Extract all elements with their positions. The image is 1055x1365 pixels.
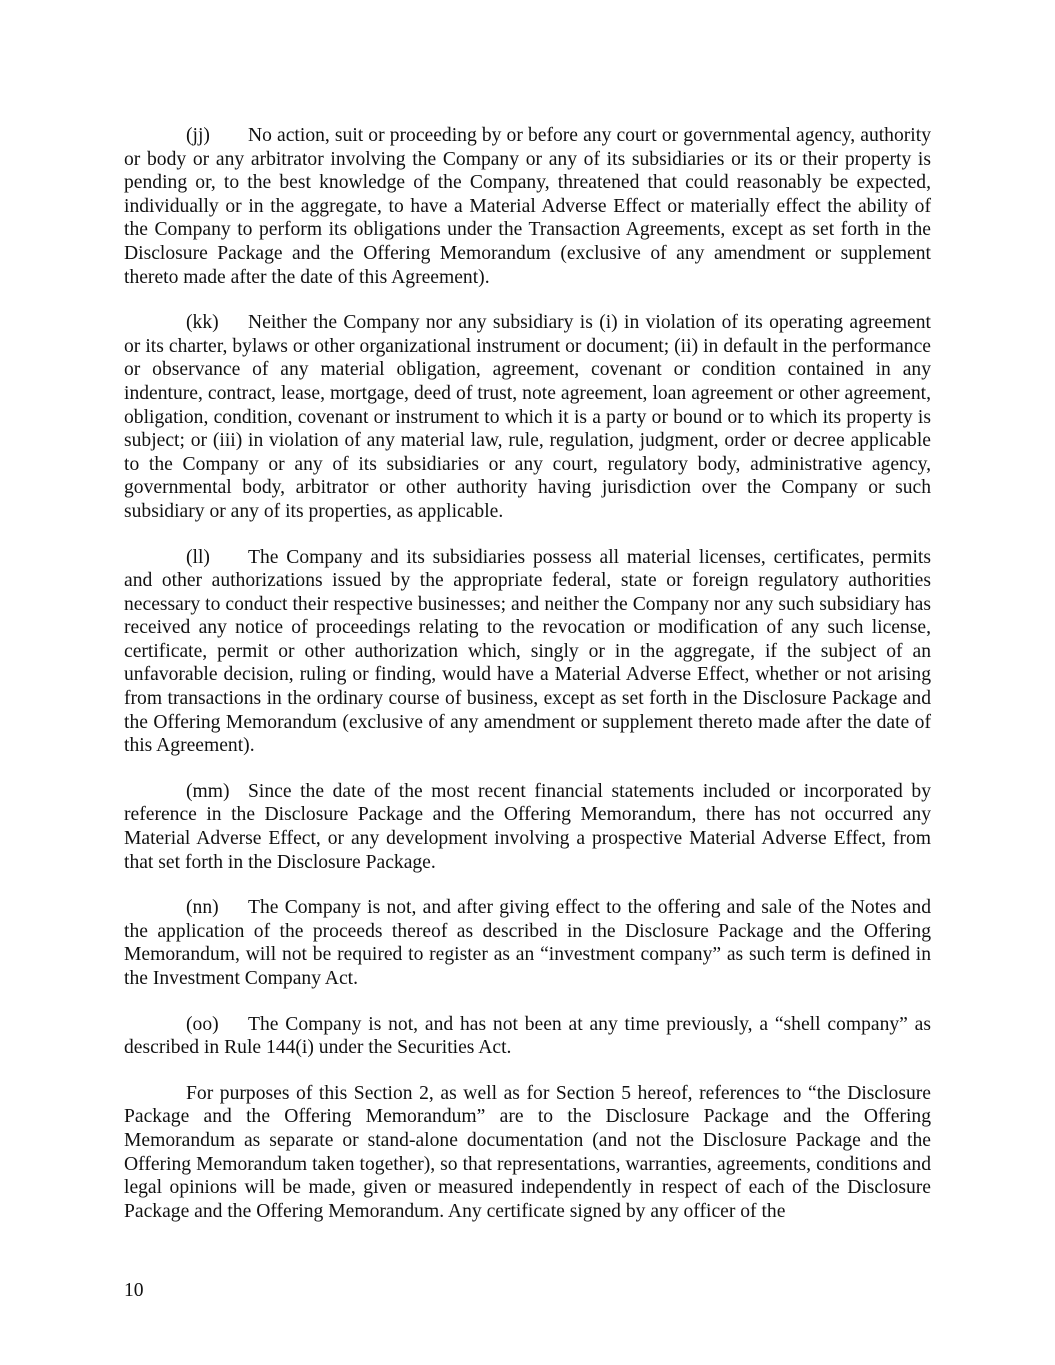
paragraph-kk — [124, 311, 931, 523]
paragraph-text: The Company and its subsidiaries possess all material licenses, certificates, permits and other authorizations issued by the appropriate federal, state or foreign regulatory authorities necessary to conduct their respective businesses; and neither the Company nor any such subsidiary has received any notice of proceedings relating to the revocation or modification of any such license, certificate, permit or other authorization which, singly or in the aggregate, if the subject of an unfavorable decision, ruling or finding, would have a Material Adverse Effect, whether or not arising from transactions in the ordinary course of business, except as set forth in the Disclosure Package and the Offering Memorandum (exclusive of any amendment or supplement thereto made after the date of this Agreement). — [124, 546, 931, 757]
document-body — [124, 124, 931, 1223]
paragraph-jj — [124, 124, 931, 289]
paragraph-text: The Company is not, and has not been at any time previously, a “shell company” as described in Rule 144(i) under the Securities Act. — [124, 1013, 931, 1059]
paragraph-oo — [124, 1013, 931, 1060]
paragraph-section-2-purposes — [124, 1082, 931, 1224]
paragraph-text: For purposes of this Section 2, as well as for Section 5 hereof, references to “the Disclosure Package and the Offering Memorandum” are to the Disclosure Package and the Offering Memorandum as separate or stand-alone documentation (and not the Disclosure Package and the Offering Memorandum taken together), so that representations, warranties, agreements, conditions and legal opinions will be made, given or measured independently in respect of each of the Disclosure Package and the Offering Memorandum. Any certificate signed by any officer of the — [124, 1082, 931, 1222]
paragraph-text: The Company is not, and after giving effect to the offering and sale of the Notes and the application of the proceeds thereof as described in the Disclosure Package and the Offering Memorandum, will not be required to register as an “investment company” as such term is defined in the Investment Company Act. — [124, 897, 931, 989]
paragraph-ll — [124, 546, 931, 758]
paragraph-text: Neither the Company nor any subsidiary is (i) in violation of its operating agreement or its charter, bylaws or other organizational instrument or document; (ii) in default in the performance or observance of any material obligation, agreement, covenant or condition contained in any indenture, contract, lease, mortgage, deed of trust, note agreement, loan agreement or other agreement, obligation, condition, covenant or instrument to which it is a party or bound or to which its property is subject; or (iii) in violation of any material law, rule, regulation, judgment, order or decree applicable to the Company or any of its subsidiaries or any court, regulatory body, administrative agency, governmental body, arbitrator or other authority having jurisdiction over the Company or such subsidiary or any of its properties, as applicable. — [124, 312, 931, 522]
paragraph-nn — [124, 896, 931, 990]
paragraph-label: (nn) — [186, 897, 219, 919]
paragraph-text: No action, suit or proceeding by or before any court or governmental agency, authority or body or any arbitrator involving the Company or any of its subsidiaries or its or their property is pending or, to the best knowledge of the Company, threatened that could reasonably be expected, individually or in the aggregate, to have a Material Adverse Effect or materially effect the ability of the Company to perform its obligations under the Transaction Agreements, except as set forth in the Disclosure Package and the Offering Memorandum (exclusive of any amendment or supplement thereto made after the date of this Agreement). — [124, 125, 931, 288]
paragraph-label: (ll) — [186, 546, 210, 568]
page-number: 10 — [124, 1280, 144, 1301]
paragraph-mm — [124, 780, 931, 874]
paragraph-label: (mm) — [186, 780, 230, 802]
paragraph-label: (oo) — [186, 1013, 219, 1035]
paragraph-label: (jj) — [186, 125, 210, 146]
paragraph-label: (kk) — [186, 312, 219, 334]
paragraph-text: Since the date of the most recent financial statements included or incorporated by reference in the Disclosure Package and the Offering Memorandum, there has not occurred any Material Adverse Effect, or any development involving a prospective Material Adverse Effect, from that set forth in the Disclosure Package. — [124, 780, 931, 873]
